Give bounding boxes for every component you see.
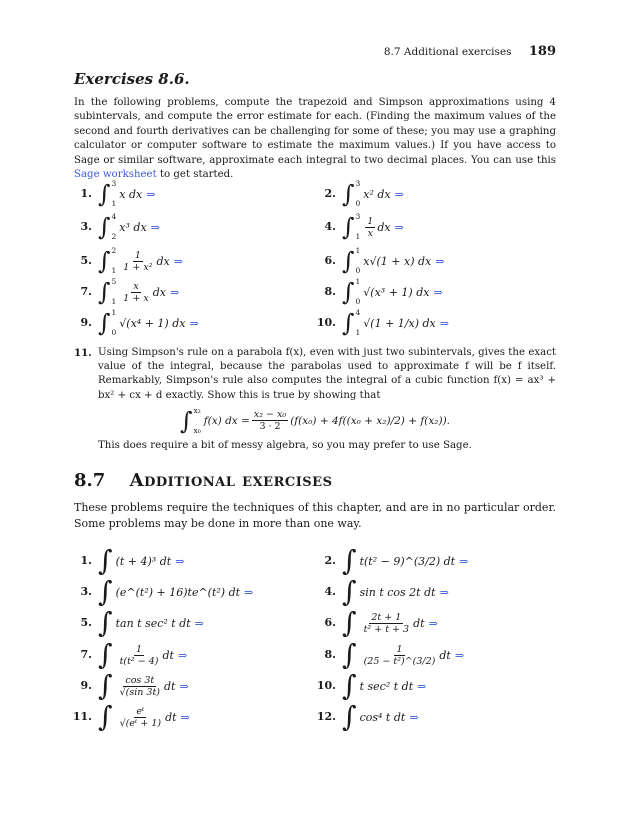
fraction-numerator: x (133, 280, 139, 292)
fraction-denominator: t² + t + 3 (363, 623, 410, 635)
integral-sign-icon: ∫ (98, 606, 113, 639)
problem-11-note: This does require a bit of messy algebra, so you may prefer to use Sage. (98, 439, 472, 451)
integrand: dt (439, 648, 451, 662)
upper-limit: 3 (355, 212, 361, 221)
integral-sign-icon: ∫ (98, 544, 113, 577)
integral-sign-icon: ∫ (98, 247, 111, 275)
integral-sign-icon: ∫ (342, 544, 357, 577)
answer-link-arrow-icon[interactable]: ⇒ (435, 254, 445, 268)
problem-expression (342, 180, 404, 208)
integral-sign-icon: ∫ (98, 669, 113, 702)
section-intro: These problems require the techniques of this chapter, and are in no particular order. Some problems may be done in more than one way. (74, 501, 556, 530)
fraction (365, 216, 375, 239)
integral-sign-icon: ∫ (98, 213, 111, 241)
fraction (121, 281, 150, 304)
answer-link-arrow-icon[interactable]: ⇒ (194, 616, 204, 630)
integral (342, 309, 360, 337)
display-rhs: (f(x₀) + 4f((x₀ + x₂)/2) + f(x₂)). (290, 414, 451, 427)
integral-sign-icon: ∫ (342, 213, 355, 241)
problem-number: 4. (324, 585, 336, 598)
upper-limit: 3 (355, 179, 361, 188)
problem-expression (98, 544, 185, 577)
upper-limit: 5 (111, 277, 117, 286)
fraction (118, 675, 162, 698)
lower-limit: 1 (111, 266, 117, 275)
integral-sign-icon: ∫ (342, 638, 357, 671)
integral-sign-icon: ∫ (342, 669, 357, 702)
integral-limits (112, 180, 117, 208)
problem-number: 4. (324, 220, 336, 233)
fraction (362, 612, 412, 635)
fraction-denominator: 1 + x (123, 292, 149, 304)
fraction-denominator: √(eᵗ + 1) (119, 717, 162, 729)
integral (342, 247, 360, 275)
integral-sign-icon: ∫ (342, 278, 355, 306)
problem-expression (342, 544, 469, 577)
integrand: √(x³ + 1) dx (363, 285, 430, 299)
section-heading (74, 470, 332, 491)
fraction-numerator: 1 (134, 249, 141, 261)
display-frac-numerator: x₂ − x₀ (253, 409, 287, 421)
integrand: t sec² t dt (359, 679, 414, 693)
integral-sign-icon: ∫ (98, 278, 111, 306)
problem-number: 5. (80, 254, 92, 267)
problem-number: 7. (80, 285, 92, 298)
intro-text-2: to get started. (156, 169, 234, 181)
problem-number: 12. (316, 710, 336, 723)
display-lhs: f(x) dx = (203, 414, 250, 427)
integrand: dt (413, 616, 425, 630)
problem-expression (342, 575, 449, 608)
integral (98, 180, 116, 208)
integrand: t(t² − 9)^(3/2) dt (359, 554, 456, 568)
integrand: x√(1 + x) dx (363, 254, 432, 268)
problem-number: 6. (324, 616, 336, 629)
problem-11-display-equation (74, 407, 556, 435)
integrand: dt (165, 710, 177, 724)
fraction (118, 644, 161, 667)
problem-expression (98, 247, 183, 275)
upper-limit: 1 (355, 246, 361, 255)
answer-link-arrow-icon[interactable]: ⇒ (409, 710, 419, 724)
fraction (121, 250, 154, 273)
integral-sign-icon: ∫ (342, 700, 357, 733)
problem-number: 10. (316, 679, 336, 692)
lower-limit: 2 (111, 232, 117, 241)
exercises-intro (74, 96, 556, 182)
integrand: tan t sec² t dt (115, 616, 191, 630)
intro-text-1: In the following problems, compute the trapezoid and Simpson approximations using 4 subintervals, and compute the error estimate for each. (Finding the maximum values of the second and fourth derivatives can be challenging for some of these; you may use a graphing calculator or computer software to estimate the maximum values.) If you have access to Sage or similar software, approximate each integral to two decimal places. You can use this (74, 97, 556, 166)
upper-limit: 4 (355, 308, 361, 317)
answer-link-arrow-icon[interactable]: ⇒ (169, 285, 180, 299)
answer-link-arrow-icon[interactable]: ⇒ (177, 648, 188, 662)
problem-number: 8. (324, 648, 336, 661)
lower-limit: 0 (355, 266, 361, 275)
integral-limits (356, 278, 361, 306)
integral-limits (112, 278, 117, 306)
upper-limit: 1 (355, 277, 361, 286)
integral (98, 247, 116, 275)
fraction-numerator: 1 (136, 643, 143, 655)
problem-number: 7. (80, 648, 92, 661)
display-fraction (252, 409, 288, 432)
problem-number: 1. (80, 187, 92, 200)
integral (98, 213, 116, 241)
problem-11-text: Using Simpson's rule on a parabola f(x), even with just two subintervals, gives the exact value of the integral, because the parabolas used to approximate f will be f itself. Remarkably, Simpson's rule also computes the integral of a cubic function f(x) = ax³ + bx² + cx + d exactly. Show this is true by showing that (98, 347, 556, 401)
problem-expression (98, 638, 188, 671)
problem-number: 8. (324, 285, 336, 298)
lower-limit: 0 (111, 328, 117, 337)
exercises-heading: Exercises 8.6. (74, 70, 190, 88)
problem-expression (342, 700, 419, 733)
problem-expression (342, 278, 443, 306)
display-lower-limit: x₀ (193, 425, 201, 435)
page-number: 189 (528, 44, 556, 59)
display-integral (180, 407, 201, 435)
integral-sign-icon: ∫ (342, 247, 355, 275)
integrand: sin t cos 2t dt (359, 585, 436, 599)
fraction-denominator: (25 − t²)^(3/2) (363, 655, 436, 667)
display-frac-denominator: 3 · 2 (259, 421, 281, 433)
lower-limit: 1 (111, 297, 117, 306)
lower-limit: 1 (111, 199, 117, 208)
fraction-numerator: 1 (396, 643, 403, 655)
fraction-numerator: cos 3t (125, 674, 155, 686)
answer-link-arrow-icon[interactable]: ⇒ (394, 220, 404, 234)
integrand: (e^(t²) + 16)te^(t²) dt (115, 585, 241, 599)
problem-number: 2. (324, 187, 336, 200)
problem-expression (98, 575, 254, 608)
fraction (362, 644, 438, 667)
integrand: x² dx (363, 187, 391, 201)
integral (342, 180, 360, 208)
integral-sign-icon: ∫ (179, 406, 193, 435)
fraction-denominator: x (367, 227, 373, 239)
problem-number: 10. (316, 316, 336, 329)
lower-limit: 1 (355, 328, 361, 337)
integral (342, 278, 360, 306)
problem-expression (98, 669, 189, 702)
problem-number: 11. (72, 710, 92, 723)
problem-expression (342, 213, 404, 241)
integrand: x dx (119, 187, 143, 201)
fraction-denominator: √(sin 3t) (119, 686, 160, 698)
upper-limit: 2 (111, 246, 117, 255)
problem-expression (342, 638, 465, 671)
section-title: Additional exercises (129, 470, 333, 491)
integrand: √(1 + 1/x) dx (363, 316, 436, 330)
problem-expression (98, 700, 190, 733)
display-limits (193, 407, 200, 435)
answer-link-arrow-icon[interactable]: ⇒ (459, 554, 469, 568)
sage-worksheet-link[interactable]: Sage worksheet (74, 169, 157, 181)
lower-limit: 1 (355, 232, 361, 241)
integral-limits (112, 213, 117, 241)
section-number: 8.7 (74, 470, 106, 491)
lower-limit: 0 (355, 199, 361, 208)
integral-sign-icon: ∫ (342, 180, 355, 208)
integrand: √(x⁴ + 1) dx (119, 316, 186, 330)
answer-link-arrow-icon[interactable]: ⇒ (428, 616, 438, 630)
problem-expression (98, 180, 155, 208)
answer-link-arrow-icon[interactable]: ⇒ (394, 187, 404, 201)
answer-link-arrow-icon[interactable]: ⇒ (146, 187, 156, 201)
problem-number: 3. (80, 220, 92, 233)
problem-number: 9. (80, 679, 92, 692)
upper-limit: 4 (111, 212, 117, 221)
fraction (118, 706, 163, 729)
problem-11-number: 11. (74, 347, 92, 359)
fraction-denominator: 1 + x² (123, 261, 153, 273)
integrand: cos⁴ t dt (359, 710, 406, 724)
problem-expression (98, 213, 160, 241)
problem-number: 1. (80, 554, 92, 567)
integrand: dx (156, 254, 170, 268)
integrand: dt (162, 648, 174, 662)
answer-link-arrow-icon[interactable]: ⇒ (439, 316, 449, 330)
integrand: (t + 4)³ dt (115, 554, 172, 568)
integrand: x³ dx (119, 220, 147, 234)
integral-limits (356, 309, 361, 337)
fraction-numerator: 1 (367, 215, 374, 227)
answer-link-arrow-icon[interactable]: ⇒ (189, 316, 199, 330)
answer-link-arrow-icon[interactable]: ⇒ (175, 554, 185, 568)
lower-limit: 0 (355, 297, 361, 306)
answer-link-arrow-icon[interactable]: ⇒ (433, 285, 443, 299)
problem-expression (342, 669, 427, 702)
problem-11 (74, 346, 556, 453)
answer-link-arrow-icon[interactable]: ⇒ (150, 220, 160, 234)
display-upper-limit: x₂ (193, 405, 201, 415)
answer-link-arrow-icon[interactable]: ⇒ (173, 254, 183, 268)
running-head-section: 8.7 Additional exercises (383, 46, 512, 58)
problem-expression (98, 309, 199, 337)
integral-sign-icon: ∫ (98, 309, 111, 337)
integrand: dx (152, 285, 166, 299)
integral-sign-icon: ∫ (98, 180, 111, 208)
problem-number: 3. (80, 585, 92, 598)
integral (98, 278, 116, 306)
fraction-numerator: eᵗ (136, 705, 145, 717)
fraction-denominator: t(t² − 4) (119, 655, 159, 667)
problem-expression (98, 606, 204, 639)
upper-limit: 3 (111, 179, 117, 188)
integral-limits (356, 180, 361, 208)
integral-limits (356, 247, 361, 275)
integrand: dx (377, 220, 391, 234)
integral (342, 213, 360, 241)
integral (98, 309, 116, 337)
integral-limits (112, 309, 117, 337)
answer-link-arrow-icon[interactable]: ⇒ (417, 679, 427, 693)
running-head (384, 44, 556, 59)
upper-limit: 1 (111, 308, 117, 317)
problem-number: 6. (324, 254, 336, 267)
fraction-numerator: 2t + 1 (371, 611, 402, 623)
integral-limits (356, 213, 361, 241)
integral-limits (112, 247, 117, 275)
answer-link-arrow-icon[interactable]: ⇒ (439, 585, 449, 599)
problem-number: 2. (324, 554, 336, 567)
integral-sign-icon: ∫ (342, 575, 357, 608)
answer-link-arrow-icon[interactable]: ⇒ (179, 679, 189, 693)
answer-link-arrow-icon[interactable]: ⇒ (454, 648, 465, 662)
problem-expression (98, 278, 179, 306)
problem-expression (342, 247, 444, 275)
problem-number: 5. (80, 616, 92, 629)
integral-sign-icon: ∫ (342, 309, 355, 337)
problem-expression (342, 606, 438, 639)
integrand: dt (163, 679, 176, 693)
answer-link-arrow-icon[interactable]: ⇒ (244, 585, 254, 599)
problem-expression (342, 309, 449, 337)
integral-sign-icon: ∫ (98, 700, 113, 733)
integral-sign-icon: ∫ (98, 575, 113, 608)
integral-sign-icon: ∫ (342, 606, 357, 639)
problem-number: 9. (80, 316, 92, 329)
integral-sign-icon: ∫ (98, 638, 113, 671)
answer-link-arrow-icon[interactable]: ⇒ (180, 710, 190, 724)
